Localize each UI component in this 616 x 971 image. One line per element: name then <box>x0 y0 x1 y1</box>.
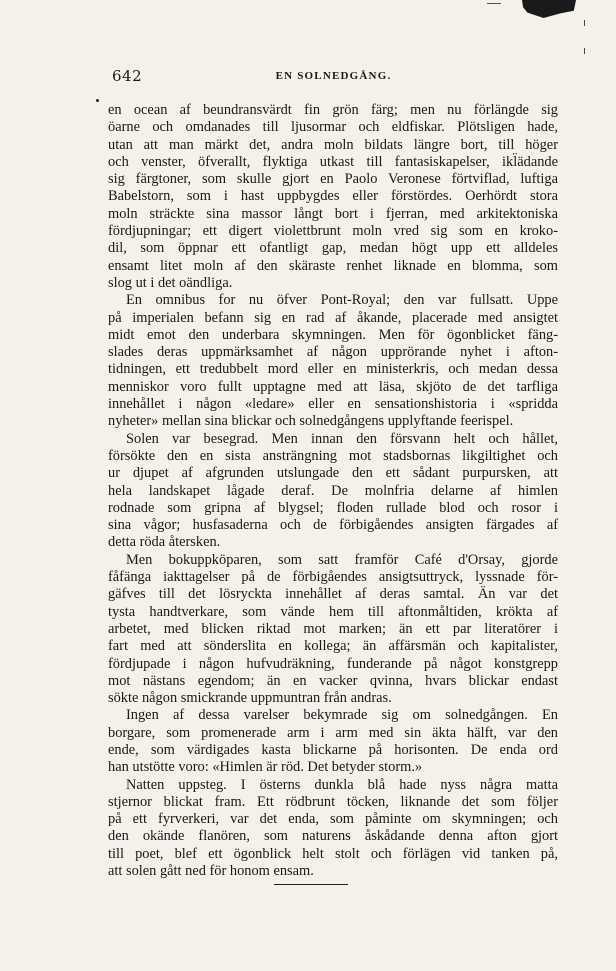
closing-rule <box>274 884 348 885</box>
text-line: En omnibus for nu öfver Pont-Royal; den var fullsatt. Uppe <box>126 292 558 309</box>
text-line: försökte den en sista ansträngning mot stadsbornas likgiltighet och <box>108 447 558 464</box>
text-line: dil, som öppnar ett ofantligt gap, medan högt upp ett alldeles <box>108 240 558 257</box>
scan-tick <box>584 20 585 26</box>
text-line: gäfves till det lösryckta innehållet af deras samtal. Än var det <box>108 586 558 603</box>
text-line: Solen var besegrad. Men innan den försvann helt och hållet, <box>126 430 558 447</box>
text-line: han utstötte voro: «Himlen är röd. Det betyder storm.» <box>108 759 423 776</box>
text-line: Natten uppsteg. I österns dunkla blå hade nyss några matta <box>126 776 558 793</box>
text-line: utan att man märkt det, andra moln bildats längre bort, till höger <box>108 136 558 153</box>
text-line: slog ut i det oändliga. <box>108 274 233 291</box>
text-line: på ett fyrverkeri, var det enda, som påminte om skymningen; och <box>108 811 558 828</box>
text-line: Men bokuppköparen, som satt framför Café d'Orsay, gjorde <box>126 551 558 568</box>
text-line: till poet, blef ett ögonblick helt stolt och förlägen vid tanken på, <box>108 845 558 862</box>
text-line: en ocean af beundransvärdt fin grön färg; men nu förlängde sig <box>108 102 558 118</box>
text-line: ur djupet af afgrunden utslungade den ett sådant purpursken, att <box>108 465 558 482</box>
text-line: fördjupningar; ett digert violettbrunt moln vred sig som en kroko- <box>108 223 558 240</box>
text-line: tysta handtverkare, som vände hem till aftonmåltiden, krökta af <box>108 603 558 620</box>
text-line: innehållet i någon «ledare» eller en sensationshistoria i «spridda <box>108 396 558 413</box>
text-line: fördjupade i någon hufvudräkning, funderande på något konstgrepp <box>108 655 558 672</box>
text-line: Babelstorn, som i hast uppbygdes eller förstördes. Oerhördt stora <box>108 188 558 205</box>
running-title: EN SOLNEDGÅNG. <box>275 70 392 82</box>
text-line: midt emot den underbara skymningen. Men för ögonblicket fäng- <box>108 326 558 343</box>
text-line: och venster, öfverallt, flyktiga utkast till fantasiskapelser, ikl̈ädande <box>108 153 558 170</box>
text-line: öarne och omdanades till ljusormar och eldfiskar. Plötsligen hade, <box>108 119 558 136</box>
text-line: arbetet, med blicken riktad mot marken; än ett par literatörer i <box>108 620 558 637</box>
scan-tick <box>584 48 585 54</box>
text-line: menniskor voro fullt upptagne med att läsa, skjöto de det tarfliga <box>108 378 558 395</box>
text-line: fåfänga iakttagelser på de förbigåendes ansigtsuttryck, lyssnade för- <box>108 569 558 586</box>
scan-mark <box>487 3 501 4</box>
text-line: moln sträckte sina massor långt bort i fjerran, med arkitektoniska <box>108 205 558 222</box>
text-line: den okände flanören, som naturens åskådande denna afton gjort <box>108 828 558 845</box>
text-line: hela landskapet lågade deraf. De molnfria delarne af himlen <box>108 482 558 499</box>
text-line: borgare, som promenerade arm i arm med sin äkta hälft, var den <box>108 724 558 741</box>
body-text <box>108 102 558 880</box>
text-line: fart med att sönderslita en kollega; än affärsmän och kapitalister, <box>108 638 558 655</box>
page-header <box>112 67 555 87</box>
page-number: 642 <box>112 67 143 85</box>
margin-mark <box>96 99 99 102</box>
text-line: tidningen, ett tredubbelt mord eller en ministerkris, och medan dessa <box>108 361 558 378</box>
text-line: slades deras uppmärksamhet af någon upprörande nyhet i afton- <box>108 344 558 361</box>
text-line: på imperialen befann sig en rad af åkande, placerade med ansigtet <box>108 309 558 326</box>
text-line: nyheter» mellan sina blickar och solnedgångens upplyftande feerispel. <box>108 413 514 430</box>
text-line: sina vågor; husfasaderna och de förbigåendes ansigten färgades af <box>108 517 558 534</box>
text-line: att solen gått ned för honom ensam. <box>108 863 314 880</box>
text-line: mot nästans egendom; än en vacker qvinna, hvars blickar endast <box>108 672 558 689</box>
text-line: Ingen af dessa varelser bekymrade sig om solnedgången. En <box>126 707 558 724</box>
ink-blot <box>522 0 576 18</box>
text-line: detta röda återsken. <box>108 534 221 551</box>
text-line: sökte någon smickrande uppmuntran från andras. <box>108 690 392 707</box>
text-line: rodnade som gripna af blygsel; floden rullade blod och rosor i <box>108 499 558 516</box>
text-line: ensamt litet moln af den skäraste renhet liknade en blomma, som <box>108 257 558 274</box>
text-line: stjernor blickat fram. Ett rödbrunt töcken, liknande det som följer <box>108 793 558 810</box>
text-line: sig färgtoner, som skulle gjort en Paolo Veronese förtviflad, luftiga <box>108 171 558 188</box>
text-line: ende, som värdigades kasta blickarne på horisonten. De enda ord <box>108 741 558 758</box>
